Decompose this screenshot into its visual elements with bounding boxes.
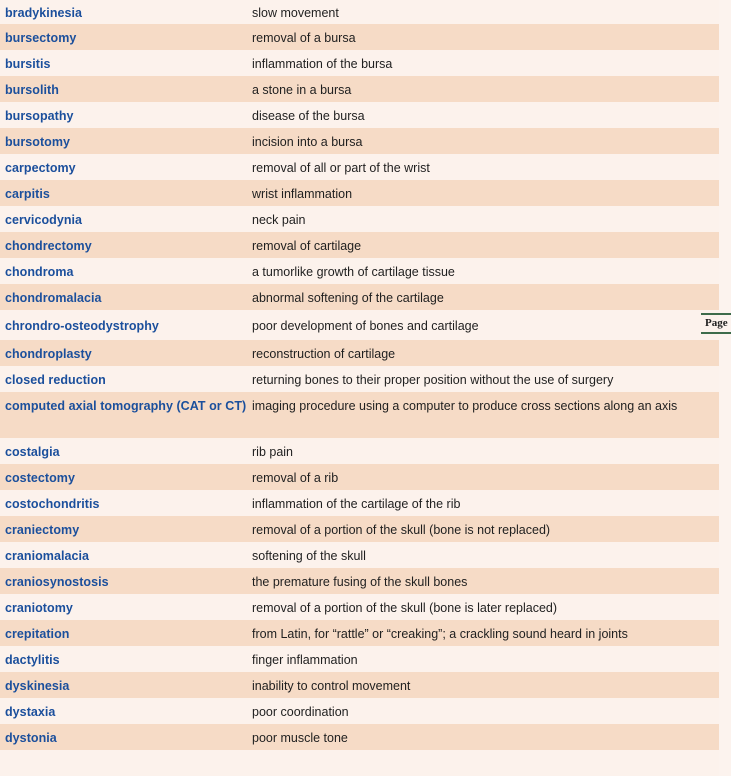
- term: costochondritis: [5, 497, 100, 511]
- definition: poor development of bones and cartilage: [252, 319, 479, 333]
- term: craniosynostosis: [5, 575, 109, 589]
- definition: inability to control movement: [252, 679, 411, 693]
- term: bursotomy: [5, 135, 71, 149]
- table-row: [0, 490, 719, 516]
- definition: inflammation of the cartilage of the rib: [252, 497, 461, 511]
- term: chondromalacia: [5, 291, 102, 305]
- term: bursopathy: [5, 109, 74, 123]
- table-row: [0, 0, 719, 24]
- table-row: [0, 464, 719, 490]
- definition: wrist inflammation: [252, 187, 353, 201]
- term: cervicodynia: [5, 213, 83, 227]
- table-row: [0, 180, 719, 206]
- term: craniectomy: [5, 523, 80, 537]
- definition: removal of a portion of the skull (bone is not replaced): [252, 523, 551, 537]
- term: carpitis: [5, 187, 50, 201]
- term: computed axial tomography (CAT or CT): [5, 399, 247, 413]
- term: chrondro-osteodystrophy: [5, 319, 159, 333]
- table-row-empty: [0, 750, 719, 776]
- definition: poor coordination: [252, 705, 349, 719]
- table-row: [0, 310, 719, 340]
- table-row: [0, 340, 719, 366]
- table-row: [0, 646, 719, 672]
- definition: softening of the skull: [252, 549, 366, 563]
- term: chondrectomy: [5, 239, 92, 253]
- table-row: [0, 620, 719, 646]
- term: closed reduction: [5, 373, 106, 387]
- table-row: [0, 516, 719, 542]
- definition: incision into a bursa: [252, 135, 363, 149]
- table-row: [0, 284, 719, 310]
- term: carpectomy: [5, 161, 76, 175]
- definition: removal of a portion of the skull (bone is later replaced): [252, 601, 558, 615]
- definition: a tumorlike growth of cartilage tissue: [252, 265, 455, 279]
- definition: returning bones to their proper position without the use of surgery: [252, 373, 614, 387]
- table-row: [0, 258, 719, 284]
- term: bursitis: [5, 57, 51, 71]
- definition: from Latin, for “rattle” or “creaking”; a crackling sound heard in joints: [252, 627, 628, 641]
- definition: removal of all or part of the wrist: [252, 161, 430, 175]
- definition: imaging procedure using a computer to produce cross sections along an axis: [252, 399, 678, 413]
- term: bursolith: [5, 83, 59, 97]
- table-row: [0, 438, 719, 464]
- definition: removal of cartilage: [252, 239, 362, 253]
- table-row: [0, 568, 719, 594]
- term: costectomy: [5, 471, 75, 485]
- term: craniomalacia: [5, 549, 90, 563]
- definition: reconstruction of cartilage: [252, 347, 396, 361]
- term: dystonia: [5, 731, 57, 745]
- table-row: [0, 76, 719, 102]
- table-row: [0, 154, 719, 180]
- term: bursectomy: [5, 31, 77, 45]
- table-row: [0, 232, 719, 258]
- table-row: [0, 542, 719, 568]
- definition: removal of a rib: [252, 471, 339, 485]
- table-row: [0, 594, 719, 620]
- term: bradykinesia: [5, 6, 83, 20]
- definition: rib pain: [252, 445, 293, 459]
- definition: disease of the bursa: [252, 109, 365, 123]
- definition: a stone in a bursa: [252, 83, 352, 97]
- term: dystaxia: [5, 705, 56, 719]
- definition: slow movement: [252, 6, 339, 20]
- term: costalgia: [5, 445, 60, 459]
- definition: inflammation of the bursa: [252, 57, 393, 71]
- table-row: [0, 128, 719, 154]
- term: craniotomy: [5, 601, 73, 615]
- term: dyskinesia: [5, 679, 70, 693]
- definition: abnormal softening of the cartilage: [252, 291, 444, 305]
- definition: neck pain: [252, 213, 306, 227]
- definition: poor muscle tone: [252, 731, 348, 745]
- definition: removal of a bursa: [252, 31, 356, 45]
- table-row: [0, 206, 719, 232]
- page-marker: Page: [701, 313, 731, 334]
- table-row: [0, 698, 719, 724]
- term: dactylitis: [5, 653, 60, 667]
- term: chondroma: [5, 265, 74, 279]
- term: crepitation: [5, 627, 70, 641]
- table-row: [0, 672, 719, 698]
- term: chondroplasty: [5, 347, 92, 361]
- definition: finger inflammation: [252, 653, 358, 667]
- table-row: [0, 102, 719, 128]
- table-row: [0, 724, 719, 750]
- table-row: [0, 366, 719, 392]
- table-row: [0, 24, 719, 50]
- table-row: [0, 392, 719, 438]
- table-row: [0, 50, 719, 76]
- definition: the premature fusing of the skull bones: [252, 575, 468, 589]
